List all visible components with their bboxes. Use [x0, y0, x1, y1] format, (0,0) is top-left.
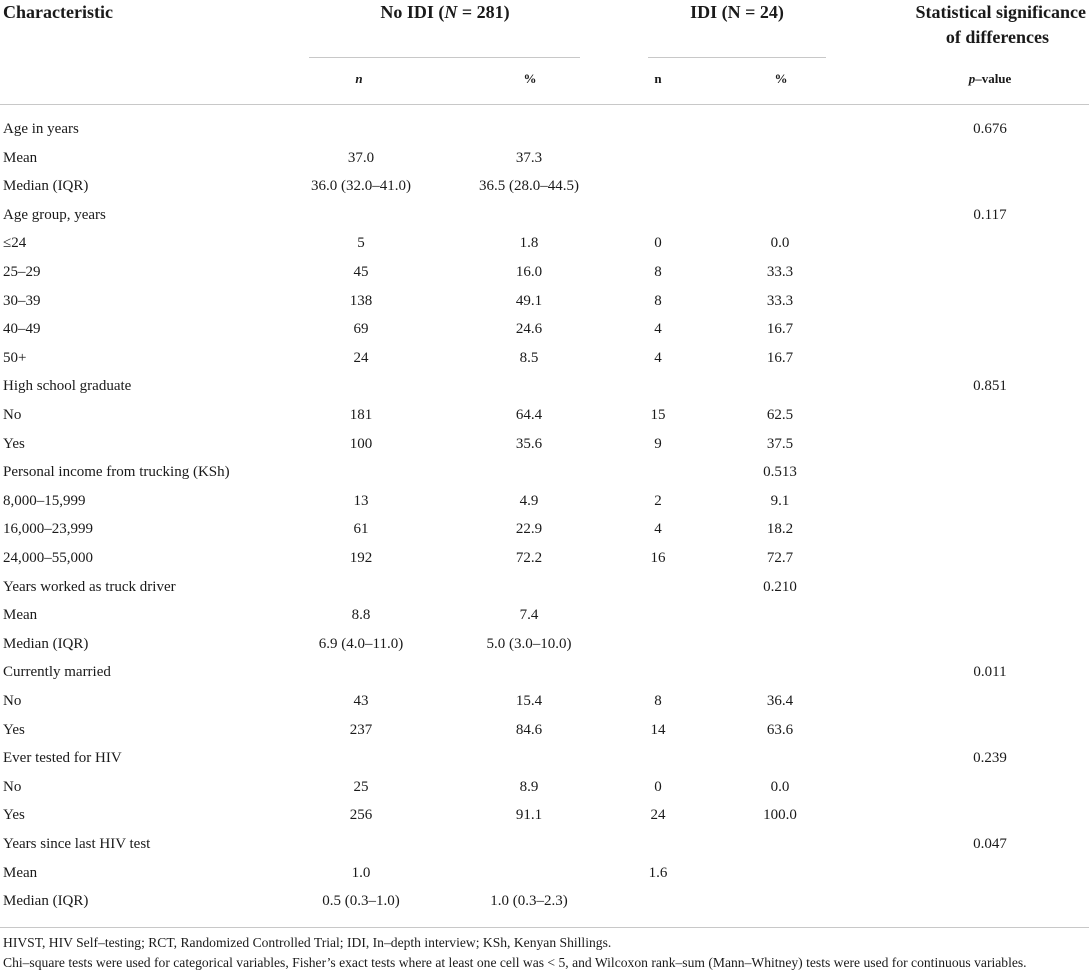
idi-pct: 0.210 [763, 579, 797, 595]
row-label: 30–39 [3, 293, 41, 309]
row-label: Median (IQR) [3, 893, 89, 909]
idi-pct: 0.513 [763, 464, 797, 480]
idi-n: 0 [654, 235, 662, 251]
no-idi-pct: 64.4 [515, 407, 543, 423]
no-idi-pct: 7.4 [519, 607, 539, 623]
no-idi-n: 100 [349, 436, 373, 452]
no-idi-n: 69 [353, 321, 369, 337]
idi-pct: 33.3 [766, 264, 794, 280]
idi-pct: 100.0 [763, 807, 797, 823]
p-value: 0.117 [973, 207, 1007, 223]
idi-n: 9 [654, 436, 662, 452]
no-idi-n: 8.8 [351, 607, 371, 623]
no-idi-n: 13 [353, 493, 369, 509]
p-value: 0.676 [973, 121, 1007, 137]
idi-n: 16 [650, 550, 666, 566]
row-label: Years worked as truck driver [3, 579, 176, 595]
no-idi-pct: 8.5 [519, 350, 539, 366]
idi-n: 2 [654, 493, 662, 509]
row-label: 25–29 [3, 264, 41, 280]
idi-n: 4 [654, 350, 662, 366]
idi-pct: 16.7 [766, 350, 794, 366]
no-idi-n: 181 [349, 407, 373, 423]
row-label: Median (IQR) [3, 636, 89, 652]
no-idi-n: 45 [353, 264, 369, 280]
no-idi-pct: 1.0 (0.3–2.3) [490, 893, 568, 909]
no-idi-pct: 72.2 [515, 550, 543, 566]
header-significance-line1: Statistical significance [915, 2, 1086, 22]
row-label: Yes [3, 807, 25, 823]
no-idi-pct: 5.0 (3.0–10.0) [486, 636, 572, 652]
no-idi-underline [309, 57, 580, 58]
idi-pct: 62.5 [766, 407, 794, 423]
row-label: No [3, 693, 22, 709]
row-label: 40–49 [3, 321, 41, 337]
no-idi-pct: 22.9 [515, 521, 543, 537]
row-label: Yes [3, 436, 25, 452]
row-label: Age in years [3, 121, 79, 137]
subheader-n-idi: n [654, 71, 662, 86]
row-label: No [3, 779, 22, 795]
no-idi-n: 256 [349, 807, 373, 823]
row-label: Ever tested for HIV [3, 750, 122, 766]
subheader-n: n [355, 71, 363, 86]
idi-pct: 16.7 [766, 321, 794, 337]
row-label: 24,000–55,000 [3, 550, 93, 566]
idi-n: 4 [654, 321, 662, 337]
idi-n: 24 [650, 807, 666, 823]
p-value: 0.047 [973, 836, 1007, 852]
row-label: Currently married [3, 664, 111, 680]
no-idi-pct: 4.9 [519, 493, 539, 509]
idi-n: 14 [650, 722, 666, 738]
header-idi: IDI (N = 24) [690, 2, 784, 22]
no-idi-pct: 15.4 [515, 693, 543, 709]
no-idi-n: 43 [353, 693, 369, 709]
no-idi-n: 25 [353, 779, 369, 795]
no-idi-n: 36.0 (32.0–41.0) [311, 178, 411, 194]
footnote-tests: Chi–square tests were used for categorical variables, Fisher’s exact tests where at least one cell was < 5, and Wilcoxon rank–sum (Mann–Whitney) tests were used for continuous variables. [3, 955, 1027, 970]
no-idi-n: 192 [349, 550, 373, 566]
row-label: ≤24 [3, 235, 27, 251]
idi-pct: 0.0 [770, 779, 790, 795]
subheader-pct: % [523, 71, 537, 86]
no-idi-n: 1.0 [351, 865, 371, 881]
no-idi-pct: 24.6 [515, 321, 543, 337]
row-label: High school graduate [3, 378, 132, 394]
p-value: 0.851 [973, 378, 1007, 394]
row-label: 16,000–23,999 [3, 521, 93, 537]
row-label: Mean [3, 865, 38, 881]
no-idi-pct: 35.6 [515, 436, 543, 452]
no-idi-pct: 8.9 [519, 779, 539, 795]
row-label: Yes [3, 722, 25, 738]
no-idi-pct: 49.1 [515, 293, 543, 309]
idi-n: 8 [654, 293, 662, 309]
footnote-abbreviations: HIVST, HIV Self–testing; RCT, Randomized Controlled Trial; IDI, In–depth interview; KSh, Kenyan Shillings. [3, 935, 612, 950]
idi-pct: 33.3 [766, 293, 794, 309]
row-label: Mean [3, 150, 38, 166]
no-idi-n: 61 [353, 521, 369, 537]
no-idi-n: 0.5 (0.3–1.0) [322, 893, 400, 909]
idi-n: 8 [654, 693, 662, 709]
row-label: Years since last HIV test [3, 836, 151, 852]
row-label: 50+ [3, 350, 27, 366]
header-significance-line2: of differences [945, 27, 1049, 47]
no-idi-pct: 37.3 [515, 150, 543, 166]
no-idi-pct: 84.6 [515, 722, 543, 738]
row-label: 8,000–15,999 [3, 493, 86, 509]
row-label: Mean [3, 607, 38, 623]
no-idi-n: 237 [349, 722, 373, 738]
idi-pct: 9.1 [770, 493, 790, 509]
subheader-pct-idi: % [774, 71, 788, 86]
no-idi-pct: 91.1 [515, 807, 543, 823]
idi-pct: 63.6 [766, 722, 794, 738]
idi-pct: 18.2 [766, 521, 794, 537]
row-label: Median (IQR) [3, 178, 89, 194]
header-no-idi: No IDI (N = 281) [380, 2, 510, 22]
header-characteristic: Characteristic [3, 2, 113, 22]
table-bottom-rule [0, 927, 1089, 928]
idi-underline [648, 57, 826, 58]
no-idi-n: 138 [349, 293, 373, 309]
no-idi-pct: 16.0 [515, 264, 543, 280]
no-idi-pct: 1.8 [519, 235, 539, 251]
idi-pct: 37.5 [766, 436, 794, 452]
no-idi-n: 6.9 (4.0–11.0) [318, 636, 404, 652]
idi-n: 8 [654, 264, 662, 280]
idi-pct: 0.0 [770, 235, 790, 251]
no-idi-n: 24 [353, 350, 369, 366]
row-label: Age group, years [3, 207, 106, 223]
p-value: 0.239 [973, 750, 1007, 766]
header-bottom-rule [0, 104, 1089, 105]
p-value: 0.011 [973, 664, 1007, 680]
no-idi-pct: 36.5 (28.0–44.5) [479, 178, 579, 194]
row-label: Personal income from trucking (KSh) [3, 464, 230, 480]
idi-pct: 36.4 [766, 693, 794, 709]
idi-pct: 72.7 [766, 550, 794, 566]
subheader-p-value: p–value [968, 71, 1012, 86]
no-idi-n: 5 [357, 235, 365, 251]
idi-n: 1.6 [648, 865, 668, 881]
idi-n: 0 [654, 779, 662, 795]
row-label: No [3, 407, 22, 423]
idi-n: 4 [654, 521, 662, 537]
idi-n: 15 [650, 407, 666, 423]
no-idi-n: 37.0 [347, 150, 375, 166]
